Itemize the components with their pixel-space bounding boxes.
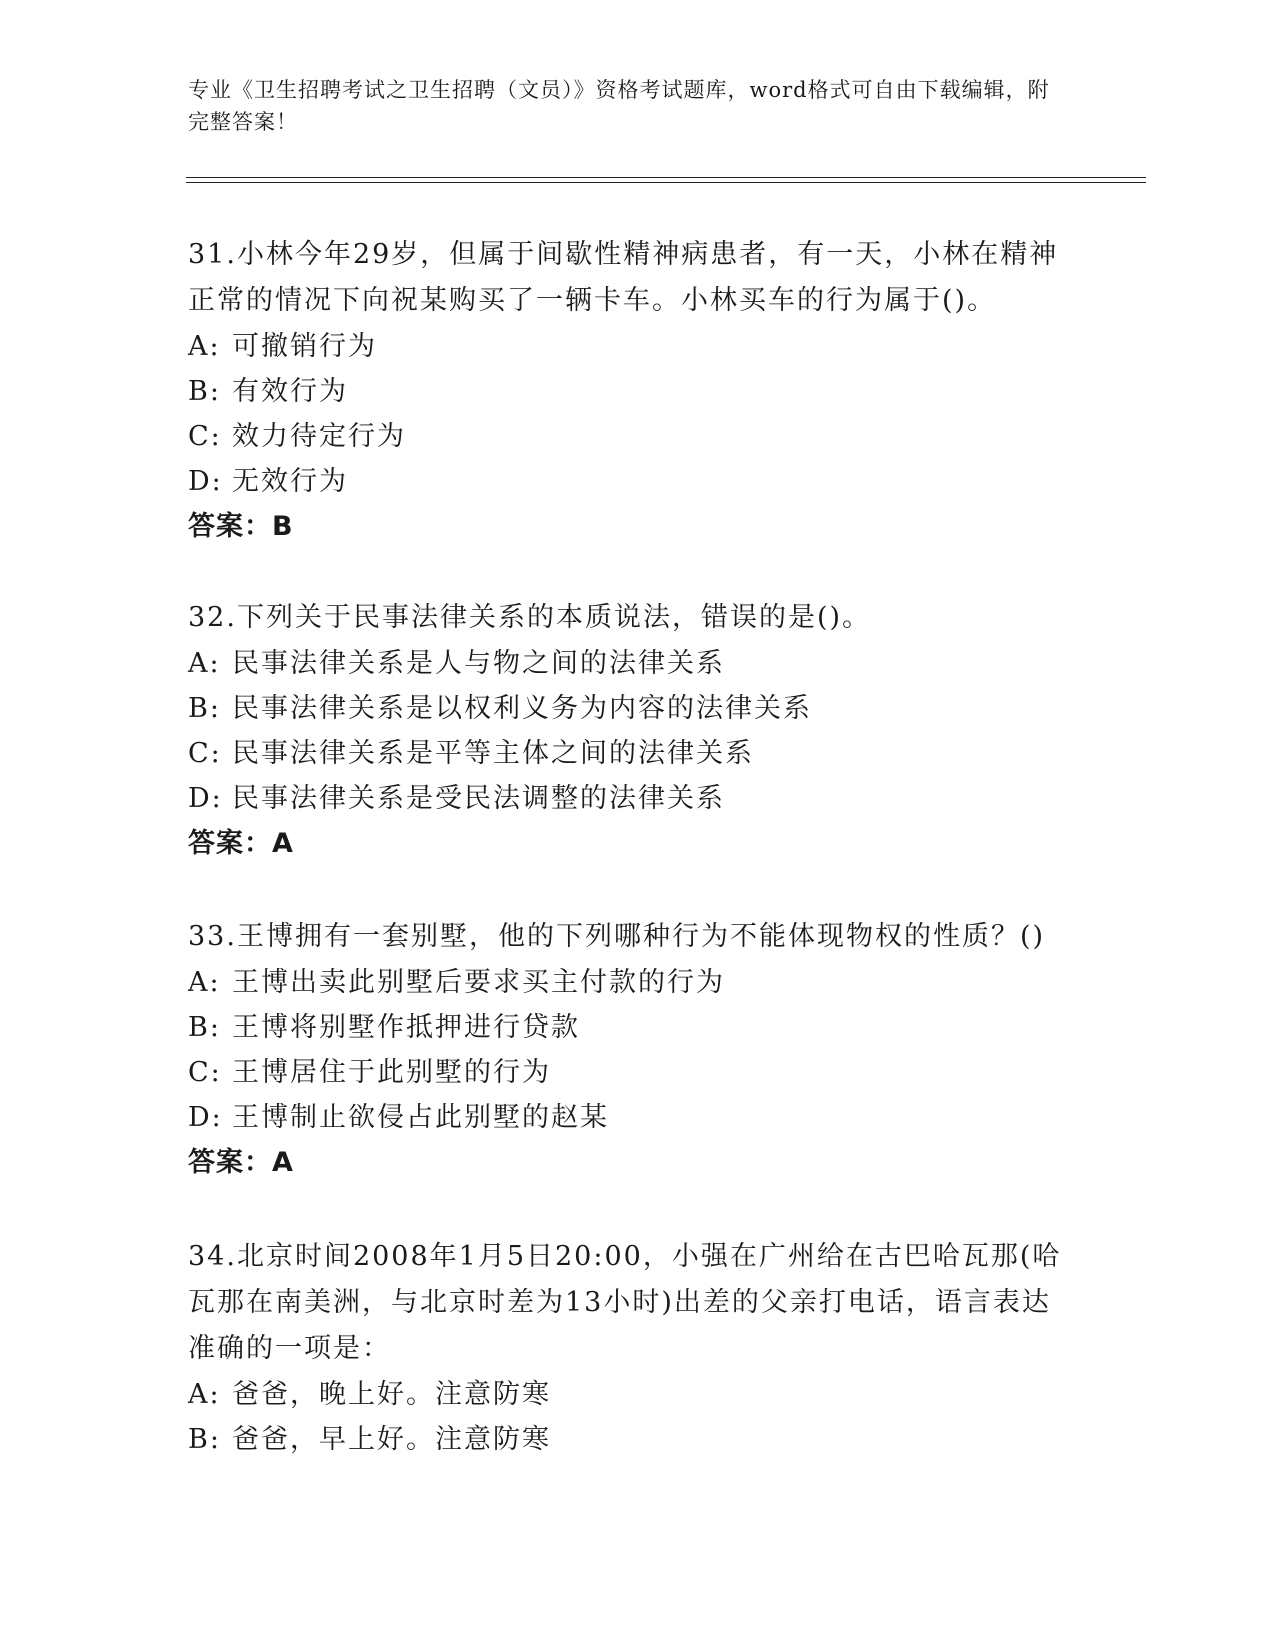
option-text: 王博将别墅作抵押进行贷款 — [232, 1012, 580, 1043]
option-text: 爸爸，晚上好。注意防寒 — [232, 1379, 551, 1410]
option-letter: C: — [188, 421, 222, 452]
header-title: 专业《卫生招聘考试之卫生招聘（文员）》资格考试题库，word格式可自由下载编辑，附完整答案！ — [188, 78, 1050, 134]
option-letter: D: — [188, 466, 223, 497]
header-divider-top — [186, 177, 1146, 178]
option-letter: A: — [188, 648, 221, 679]
header-divider-bottom — [186, 182, 1146, 183]
answer-line: 答案：B — [188, 511, 294, 542]
question-stem: 31.小林今年29岁，但属于间歇性精神病患者，有一天，小林在精神正常的情况下向祝某购买了一辆卡车。小林买车的行为属于()。 — [188, 239, 1059, 316]
option-letter: A: — [188, 1379, 221, 1410]
option-letter: D: — [188, 1102, 223, 1133]
option-text: 民事法律关系是受民法调整的法律关系 — [232, 783, 725, 814]
option-c — [188, 731, 1068, 776]
option-text: 爸爸，早上好。注意防寒 — [232, 1424, 551, 1455]
option-text: 民事法律关系是以权利义务为内容的法律关系 — [232, 693, 812, 724]
question-stem: 32.下列关于民事法律关系的本质说法，错误的是()。 — [188, 602, 872, 633]
option-b — [188, 369, 1068, 414]
option-a — [188, 641, 1068, 686]
option-letter: D: — [188, 783, 223, 814]
option-b — [188, 1005, 1068, 1050]
option-letter: B: — [188, 1424, 221, 1455]
option-text: 无效行为 — [232, 466, 348, 497]
option-c — [188, 1050, 1068, 1095]
option-text: 民事法律关系是平等主体之间的法律关系 — [232, 738, 754, 769]
question-stem: 34.北京时间2008年1月5日20:00，小强在广州给在古巴哈瓦那(哈瓦那在南美洲，与北京时差为13小时)出差的父亲打电话，语言表达准确的一项是： — [188, 1241, 1062, 1364]
document-header — [188, 74, 1068, 138]
question-32 — [188, 595, 1068, 867]
answer-line: 答案：A — [188, 1147, 294, 1178]
option-text: 王博居住于此别墅的行为 — [232, 1057, 551, 1088]
question-stem: 33.王博拥有一套别墅，他的下列哪种行为不能体现物权的性质？() — [188, 921, 1046, 952]
answer-line: 答案：A — [188, 828, 294, 859]
option-letter: B: — [188, 1012, 221, 1043]
option-letter: B: — [188, 693, 221, 724]
question-33 — [188, 914, 1068, 1186]
option-letter: C: — [188, 1057, 222, 1088]
question-34 — [188, 1234, 1068, 1462]
option-text: 王博制止欲侵占此别墅的赵某 — [232, 1102, 609, 1133]
option-text: 有效行为 — [232, 376, 348, 407]
option-d — [188, 776, 1068, 821]
option-text: 效力待定行为 — [232, 421, 406, 452]
option-d — [188, 459, 1068, 504]
option-b — [188, 686, 1068, 731]
option-text: 王博出卖此别墅后要求买主付款的行为 — [232, 967, 725, 998]
option-a — [188, 960, 1068, 1005]
option-letter: C: — [188, 738, 222, 769]
option-a — [188, 324, 1068, 369]
option-a — [188, 1372, 1068, 1417]
option-letter: A: — [188, 967, 221, 998]
option-text: 可撤销行为 — [232, 331, 377, 362]
option-c — [188, 414, 1068, 459]
question-31 — [188, 232, 1068, 550]
option-b — [188, 1417, 1068, 1462]
option-letter: A: — [188, 331, 221, 362]
option-text: 民事法律关系是人与物之间的法律关系 — [232, 648, 725, 679]
option-d — [188, 1095, 1068, 1140]
option-letter: B: — [188, 376, 221, 407]
